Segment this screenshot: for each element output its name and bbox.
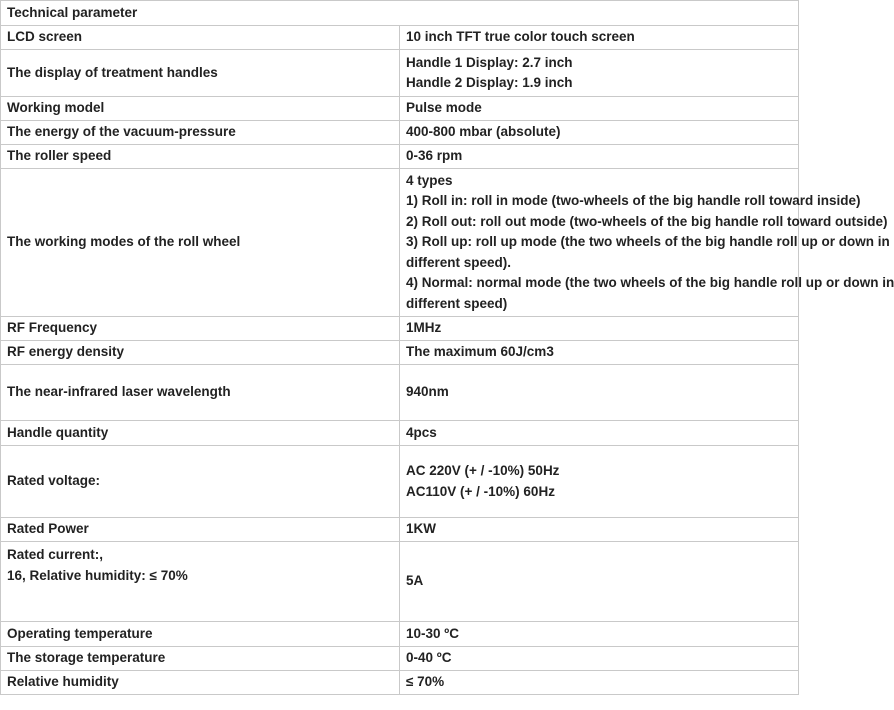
table-row [1, 169, 799, 317]
value-line: Pulse mode [406, 100, 482, 116]
value-line: different speed). [406, 254, 512, 270]
row-label: Handle quantity [1, 421, 400, 446]
value-line: Handle 1 Display: 2.7 inch [406, 54, 573, 70]
value-line: 4 types [406, 172, 453, 188]
table-row [1, 145, 799, 169]
table-row [1, 446, 799, 518]
row-label: Working model [1, 97, 400, 121]
row-value [400, 446, 799, 518]
value-line: 5A [406, 573, 424, 589]
table-row [1, 50, 799, 97]
table-row [1, 647, 799, 671]
row-value [400, 169, 894, 317]
row-label: Operating temperature [1, 622, 400, 647]
row-label: RF Frequency [1, 317, 400, 341]
value-line: 400-800 mbar (absolute) [406, 124, 561, 140]
value-line: 2) Roll out: roll out mode (two-wheels of the big handle roll toward outside) [406, 213, 888, 229]
row-value [400, 647, 799, 671]
row-label: Rated voltage: [1, 446, 400, 518]
row-value [400, 50, 799, 97]
row-value [400, 317, 799, 341]
row-value [400, 421, 799, 446]
value-line: AC 220V (+ / -10%) 50Hz [406, 463, 560, 478]
value-line: ≤ 70% [406, 674, 445, 690]
table-row [1, 121, 799, 145]
value-line: different speed) [406, 295, 508, 311]
table-header-cell: Technical parameter [1, 1, 799, 26]
row-label: Rated current:, 16, Relative humidity: ≤ 70% [1, 542, 400, 622]
row-label: The working modes of the roll wheel [1, 169, 400, 317]
row-label: RF energy density [1, 341, 400, 365]
table-row [1, 97, 799, 121]
table-row [1, 622, 799, 647]
row-label: The energy of the vacuum-pressure [1, 121, 400, 145]
table-row [1, 518, 799, 542]
value-line: 1KW [406, 521, 436, 537]
value-line: 0-40 ºC [406, 650, 452, 666]
row-value [400, 671, 799, 695]
table-header-row [1, 1, 799, 26]
table-row [1, 671, 799, 695]
table-row [1, 341, 799, 365]
row-value [400, 121, 799, 145]
row-value [400, 145, 799, 169]
row-value [400, 542, 799, 622]
row-label: The roller speed [1, 145, 400, 169]
value-line: The maximum 60J/cm3 [406, 344, 554, 360]
value-line: 1) Roll in: roll in mode (two-wheels of the big handle roll toward inside) [406, 193, 861, 209]
row-value [400, 97, 799, 121]
row-label: Rated Power [1, 518, 400, 542]
table-row [1, 26, 799, 50]
row-label: The near-infrared laser wavelength [1, 365, 400, 421]
value-line: 4) Normal: normal mode (the two wheels of the big handle roll up or down in [406, 275, 894, 291]
value-line: Handle 2 Display: 1.9 inch [406, 75, 573, 90]
table-row [1, 421, 799, 446]
row-value [400, 26, 799, 50]
row-label: The storage temperature [1, 647, 400, 671]
row-label: The display of treatment handles [1, 50, 400, 97]
row-value [400, 622, 799, 647]
row-value [400, 365, 799, 421]
table-row [1, 317, 799, 341]
value-line: 10 inch TFT true color touch screen [406, 29, 635, 45]
row-value [400, 341, 799, 365]
value-line: 1MHz [406, 320, 442, 336]
row-label: Relative humidity [1, 671, 400, 695]
row-value [400, 518, 799, 542]
value-line: 4pcs [406, 424, 437, 440]
value-line: 0-36 rpm [406, 148, 463, 164]
value-line: 940nm [406, 384, 449, 400]
value-line: AC110V (+ / -10%) 60Hz [406, 483, 555, 499]
row-label: LCD screen [1, 26, 400, 50]
value-line: 3) Roll up: roll up mode (the two wheels of the big handle roll up or down in [406, 234, 890, 250]
table-row [1, 365, 799, 421]
table-row [1, 542, 799, 622]
value-line: 10-30 ºC [406, 625, 459, 641]
